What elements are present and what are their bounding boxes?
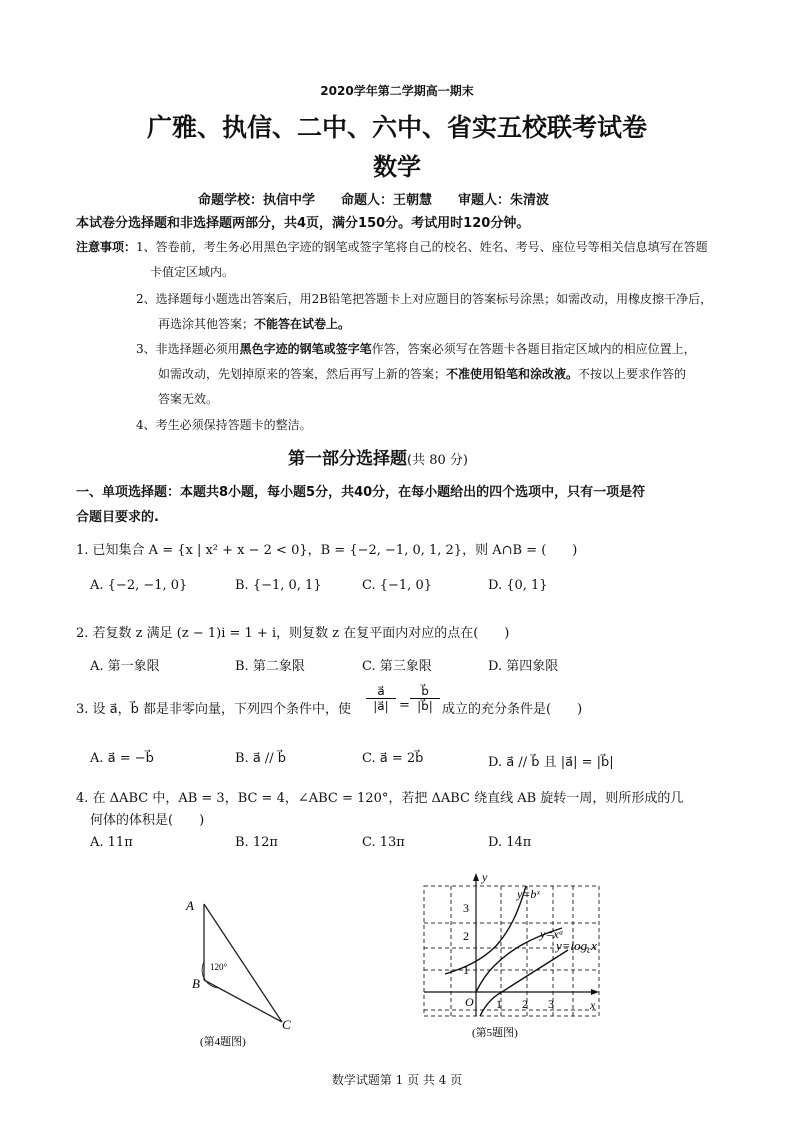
q2-stem: 2. 若复数 z 满足 (z − 1)i = 1 + i，则复数 z 在复平面内对应的点在( ) [76, 626, 510, 641]
q1-option-d: D. {0, 1} [488, 578, 548, 593]
note-3-emphasis-b: 不准使用铅笔和涂改液。 [446, 367, 579, 381]
y-axis-label: y [482, 870, 488, 884]
q3-fraction-b-numerator: b⃗ [421, 684, 429, 698]
q2-option-d: D. 第四象限 [488, 659, 559, 674]
y-tick-3: 3 [463, 901, 469, 915]
y-tick-1: 1 [463, 963, 469, 977]
page-footer: 数学试题第 1 页 共 4 页 [331, 1073, 463, 1087]
section-instructions-line-2: 合题目要求的. [76, 510, 159, 525]
vertex-a-label: A [186, 898, 194, 913]
q1-option-a: A. {−2, −1, 0} [90, 578, 188, 593]
x-tick-2: 2 [522, 997, 528, 1011]
q3-option-b: B. a⃗ // b⃗ [235, 751, 287, 766]
q4-option-c: C. 13π [362, 835, 405, 850]
note-3-line-2 [158, 365, 686, 382]
q4-option-b: B. 12π [235, 835, 278, 850]
q3-fraction-a-numerator: a⃗ [377, 684, 385, 698]
origin-label: O [465, 995, 474, 1009]
exam-credits: 命题学校：执信中学 命题人：王朝慧 审题人：朱清波 [198, 193, 550, 208]
q3-option-a: A. a⃗ = −b⃗ [90, 751, 154, 766]
exam-title: 广雅、执信、二中、六中、省实五校联考试卷 [146, 113, 647, 142]
q3-fraction-a-denominator: |a⃗| [366, 698, 396, 713]
note-3-line-3: 答案无效。 [158, 392, 219, 406]
figure-5-graph [410, 868, 630, 1040]
q4-stem-line-2: 何体的体积是( ) [90, 813, 205, 828]
q4-option-a: A. 11π [90, 835, 133, 850]
exam-term: 2020学年第二学期高一期末 [320, 84, 474, 98]
q3-fraction-b-denominator: |b⃗| [410, 698, 440, 713]
q3-fraction-a [366, 684, 396, 713]
figure-4-triangle [170, 890, 310, 1050]
section-instructions-line-1: 一、单项选择题：本题共8小题，每小题5分，共40分，在每小题给出的四个选项中，只有一项是符 [76, 485, 646, 500]
curve-c-log: y=log [556, 938, 588, 953]
curve-c-var: x [591, 938, 597, 953]
q3-option-d: D. a⃗ // b⃗ 且 |a⃗| = |b⃗| [488, 755, 614, 770]
q1-stem: 1. 已知集合 A = {x | x² + x − 2 < 0}，B = {−2, −1, 0, 1, 2}，则 A∩B = ( ) [76, 543, 578, 558]
exam-intro: 本试卷分选择题和非选择题两部分，共4页，满分150分。考试用时120分钟。 [76, 216, 530, 231]
note-3-line-1 [136, 340, 696, 357]
note-3-emphasis-a: 黑色字迹的钢笔或签字笔 [239, 342, 372, 356]
note-3-text-d: 不按以上要求作答的 [578, 367, 687, 381]
exam-subject: 数学 [373, 152, 421, 181]
x-tick-1: 1 [496, 997, 502, 1011]
q3-stem-post: 成立的充分条件是( ) [442, 702, 583, 717]
note-1-line-2: 卡值定区域内。 [150, 265, 235, 279]
curve-b-label: y=bˣ [517, 887, 540, 901]
part1-title: 第一部分选择题 [288, 449, 407, 469]
notes-label: 注意事项： [76, 240, 137, 254]
note-2-line-2 [158, 315, 350, 332]
q2-option-a: A. 第一象限 [90, 659, 160, 674]
note-4: 4、考生必须保持答题卡的整洁。 [136, 418, 312, 432]
curve-exponential [445, 886, 526, 974]
part1-heading [288, 444, 468, 469]
q3-fraction-b [410, 684, 440, 713]
note-3-text-c: 如需改动，先划掉原来的答案，然后再写上新的答案； [158, 367, 447, 381]
x-tick-3: 3 [548, 997, 554, 1011]
curve-a-label: y=xᵃ [540, 927, 564, 941]
figure-5-caption: (第5题图) [472, 1027, 518, 1039]
curve-c-base: c [587, 945, 592, 955]
note-3-text-a: 3、非选择题必须用 [136, 342, 240, 356]
part1-points: (共 80 分) [407, 453, 468, 468]
curve-c-label [554, 938, 597, 955]
figure-4-caption: (第4题图) [200, 1036, 246, 1048]
x-axis-label: x [590, 998, 596, 1012]
note-3-text-b: 作答，答案必须写在答题卡各题目指定区域内的相应位置上， [371, 342, 696, 356]
q1-option-b: B. {−1, 0, 1} [235, 578, 322, 593]
note-2-text: 再选涂其他答案； [158, 317, 255, 331]
angle-label: 120° [210, 962, 228, 972]
q2-option-b: B. 第二象限 [235, 659, 305, 674]
vertex-b-label: B [192, 976, 200, 991]
q3-stem-pre: 3. 设 a⃗，b⃗ 都是非零向量，下列四个条件中，使 [76, 702, 352, 717]
y-tick-2: 2 [463, 929, 469, 943]
vertex-c-label: C [282, 1017, 291, 1032]
q3-equals: = [399, 698, 410, 713]
q4-stem-line-1: 4. 在 ΔABC 中，AB = 3，BC = 4，∠ABC = 120°，若把 ΔABC 绕直线 AB 旋转一周，则所形成的几 [76, 791, 684, 806]
note-2-emphasis: 不能答在试卷上。 [254, 317, 351, 331]
q3-option-c: C. a⃗ = 2b⃗ [362, 751, 424, 766]
q1-option-c: C. {−1, 0} [362, 578, 432, 593]
q4-option-d: D. 14π [488, 835, 532, 850]
note-2-line-1: 2、选择题每小题选出答案后，用2B铅笔把答题卡上对应题目的答案标号涂黑；如需改动，用橡皮擦干净后， [136, 292, 713, 306]
q2-option-c: C. 第三象限 [362, 659, 432, 674]
note-1-line-1: 1、答卷前，考生务必用黑色字迹的钢笔或签字笔将自己的校名、姓名、考号、座位号等相关信息填写在答题 [136, 240, 708, 254]
